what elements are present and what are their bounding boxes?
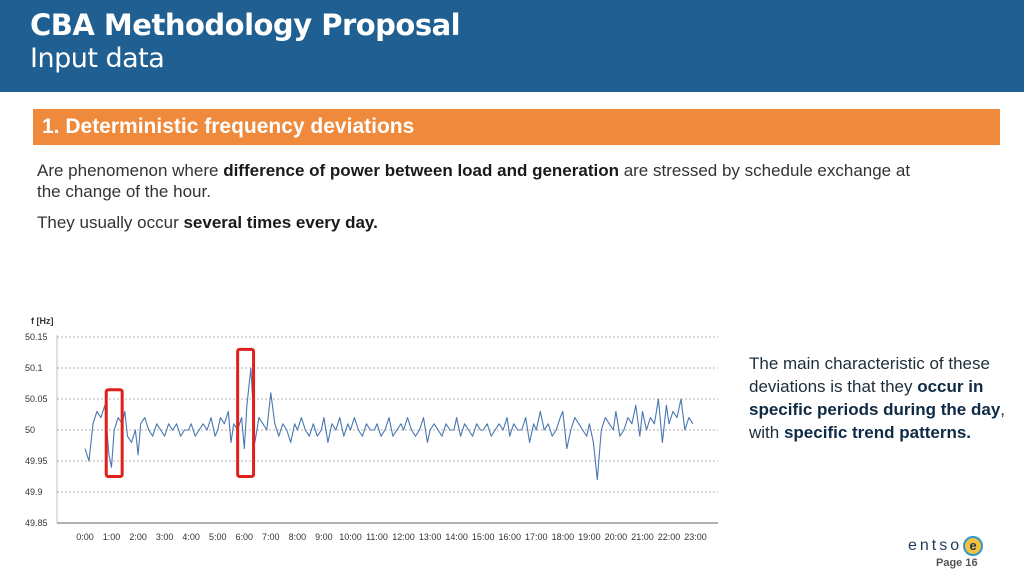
x-tick-label: 16:00 — [498, 532, 522, 542]
logo-e-badge: e — [963, 536, 983, 556]
y-tick-label: 50 — [25, 425, 36, 435]
side-note-bold-1: occur in specific periods during the day — [749, 377, 1001, 419]
entsoe-logo — [908, 536, 983, 556]
x-tick-label: 15:00 — [471, 532, 495, 542]
x-tick-label: 9:00 — [315, 532, 333, 542]
x-tick-label: 5:00 — [208, 532, 227, 542]
x-tick-label: 10:00 — [339, 532, 362, 542]
y-tick-label: 50.05 — [25, 394, 48, 404]
y-tick-label: 50.1 — [25, 363, 43, 373]
x-tick-label: 20:00 — [604, 532, 628, 542]
side-note-text-2: , with — [749, 400, 1006, 442]
x-tick-label: 6:00 — [235, 532, 254, 542]
section-heading-bar — [33, 109, 1000, 145]
frequency-chart — [0, 300, 735, 550]
x-tick-label: 21:00 — [631, 532, 654, 542]
y-tick-label: 49.9 — [25, 487, 43, 497]
x-tick-label: 4:00 — [182, 532, 200, 542]
x-tick-label: 1:00 — [102, 532, 121, 542]
slide-subtitle: Input data — [30, 43, 165, 74]
body-p2-text-a: They usually occur — [37, 213, 184, 232]
x-tick-label: 11:00 — [366, 532, 388, 542]
x-tick-label: 7:00 — [262, 532, 280, 542]
y-tick-label: 49.95 — [25, 456, 48, 466]
x-tick-label: 19:00 — [578, 532, 601, 542]
x-tick-label: 12:00 — [392, 532, 415, 542]
logo-text: entso — [908, 537, 963, 555]
x-tick-label: 22:00 — [657, 532, 681, 542]
y-axis-label: f [Hz] — [31, 316, 54, 326]
y-tick-label: 50.15 — [25, 332, 48, 342]
x-tick-label: 14:00 — [445, 532, 468, 542]
x-tick-label: 13:00 — [418, 532, 442, 542]
x-tick-label: 0:00 — [76, 532, 94, 542]
side-note-bold-2: specific trend patterns. — [783, 423, 972, 442]
slide-title: CBA Methodology Proposal — [30, 8, 461, 42]
x-tick-label: 3:00 — [155, 532, 174, 542]
body-paragraph-2 — [37, 212, 937, 233]
x-tick-label: 17:00 — [525, 532, 548, 542]
y-tick-label: 49.85 — [25, 518, 48, 528]
body-p1-bold: difference of power between load and generation — [223, 161, 619, 180]
frequency-series-line — [85, 368, 693, 480]
body-paragraph-1 — [37, 160, 937, 202]
body-p2-bold: several times every day. — [183, 213, 378, 232]
x-tick-label: 18:00 — [551, 532, 575, 542]
x-tick-label: 2:00 — [129, 532, 147, 542]
page-number: Page 16 — [936, 557, 978, 569]
side-note-text-1: The main characteristic of these deviations is that they — [749, 354, 990, 396]
x-tick-label: 23:00 — [684, 532, 707, 542]
slide-header — [0, 0, 1024, 92]
section-heading: 1. Deterministic frequency deviations — [42, 115, 415, 138]
body-p1-text-b: are stressed by schedule exchange at the change of the hour. — [37, 161, 911, 201]
side-note — [749, 352, 1019, 444]
x-tick-label: 8:00 — [288, 532, 307, 542]
body-p1-text-a: Are phenomenon where — [37, 161, 224, 180]
